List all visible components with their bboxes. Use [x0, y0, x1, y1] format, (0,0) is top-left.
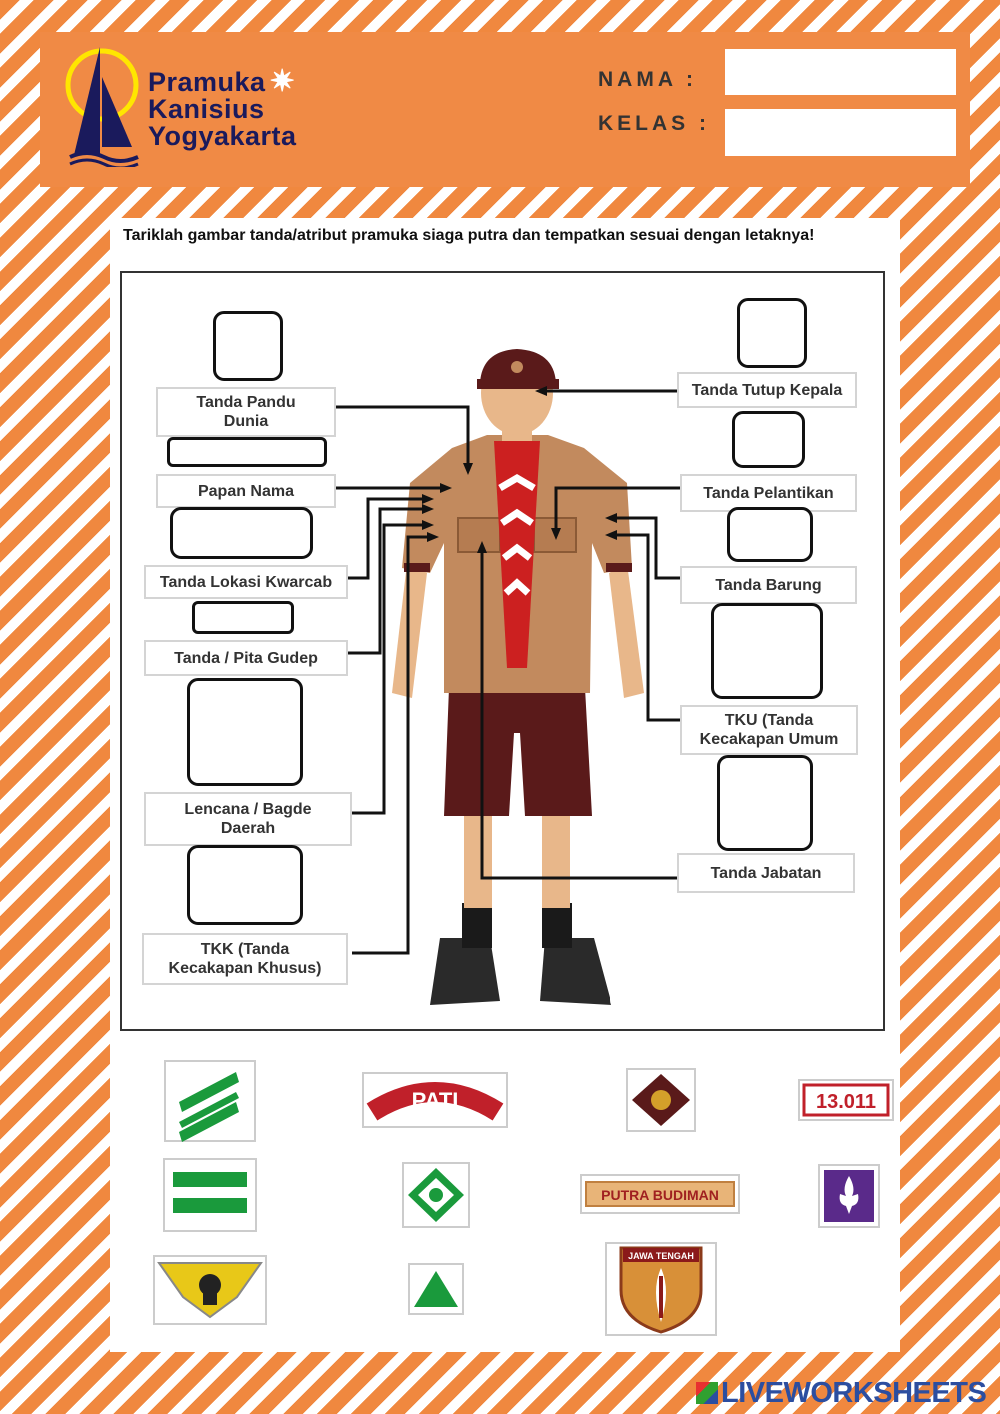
blank-cover-area	[610, 916, 832, 1012]
label-tanda-tutup-kepala	[677, 372, 857, 408]
sun-star-icon: ✷	[269, 65, 296, 98]
label-text: Lencana / Bagde Daerah	[184, 801, 312, 837]
pramuka-kanisius-logo-icon	[62, 37, 152, 167]
brand-title	[148, 65, 297, 151]
region-text: JAWA TENGAH	[628, 1251, 694, 1261]
tkk-green-stripes-badge[interactable]	[164, 1060, 256, 1142]
label-text: Tanda Jabatan	[710, 864, 822, 882]
jawa-tengah-lencana-daerah-badge[interactable]	[605, 1242, 717, 1336]
gudep-number-badge[interactable]	[798, 1079, 894, 1121]
label-text: Tanda / Pita Gudep	[174, 649, 318, 667]
kelas-input[interactable]	[725, 109, 956, 156]
papan-nama-badge[interactable]	[580, 1174, 740, 1214]
drop-zone-tanda-pita-gudep[interactable]	[192, 601, 294, 634]
label-text: Tanda Pandu Dunia	[196, 394, 296, 430]
liveworksheets-text: LIVEWORKSHEETS	[721, 1377, 987, 1409]
nama-label: NAMA :	[598, 68, 698, 91]
tku-green-diamond-badge[interactable]	[402, 1162, 470, 1228]
kelas-label: KELAS :	[598, 112, 710, 135]
tanda-barung-yellow-badge[interactable]	[153, 1255, 267, 1325]
label-text: Tanda Pelantikan	[703, 484, 834, 502]
gudep-number-text: 13.011	[815, 1091, 877, 1113]
drop-zone-lencana-daerah[interactable]	[187, 678, 303, 786]
label-text: Tanda Barung	[715, 576, 822, 594]
drop-zone-tanda-tutup-kepala[interactable]	[737, 298, 807, 368]
drop-zone-tanda-lokasi-kwarcab[interactable]	[170, 507, 313, 559]
label-lencana-bagde-daerah	[144, 792, 352, 846]
liveworksheets-logo-icon	[696, 1382, 718, 1404]
drop-zone-tku[interactable]	[711, 603, 823, 699]
nameplate-text: PUTRA BUDIMAN	[601, 1187, 719, 1203]
brand-line-2: Kanisius	[148, 94, 265, 124]
label-text: TKU (Tanda Kecakapan Umum	[699, 712, 839, 748]
world-scout-badge[interactable]	[818, 1164, 880, 1228]
label-tanda-pandu-dunia	[156, 387, 336, 437]
pati-kwarcab-badge[interactable]	[362, 1072, 508, 1128]
header-banner	[40, 32, 970, 187]
label-papan-nama	[156, 474, 336, 508]
drop-zone-tanda-jabatan[interactable]	[717, 755, 813, 851]
tanda-jabatan-green-bars-badge[interactable]	[163, 1158, 257, 1232]
drop-zone-tanda-pelantikan[interactable]	[732, 411, 805, 468]
drop-zone-tkk[interactable]	[187, 845, 303, 925]
label-text: TKK (Tanda Kecakapan Khusus)	[168, 941, 322, 977]
label-tanda-jabatan	[677, 853, 855, 893]
drop-zone-tanda-barung[interactable]	[727, 507, 813, 562]
brand-line-1: Pramuka	[148, 67, 266, 97]
label-tanda-lokasi-kwarcab	[144, 565, 348, 599]
nama-input[interactable]	[725, 49, 956, 95]
green-triangle-badge[interactable]	[408, 1263, 464, 1315]
label-tku	[680, 705, 858, 755]
label-tanda-barung	[680, 566, 857, 604]
brand-line-3: Yogyakarta	[148, 121, 297, 151]
drop-zone-papan-nama[interactable]	[167, 437, 327, 467]
drop-zone-tanda-pandu-dunia[interactable]	[213, 311, 283, 381]
label-text: Papan Nama	[197, 482, 295, 500]
instruction-text: Tariklah gambar tanda/atribut pramuka siaga putra dan tempatkan sesuai dengan letaknya!	[123, 227, 815, 244]
label-tkk	[142, 933, 348, 985]
label-text: Tanda Tutup Kepala	[691, 381, 843, 399]
pati-text: PATI	[411, 1088, 459, 1113]
label-tanda-pita-gudep	[144, 640, 348, 676]
liveworksheets-brand	[696, 1377, 986, 1410]
tanda-pelantikan-badge[interactable]	[626, 1068, 696, 1132]
label-text: Tanda Lokasi Kwarcab	[159, 573, 333, 591]
